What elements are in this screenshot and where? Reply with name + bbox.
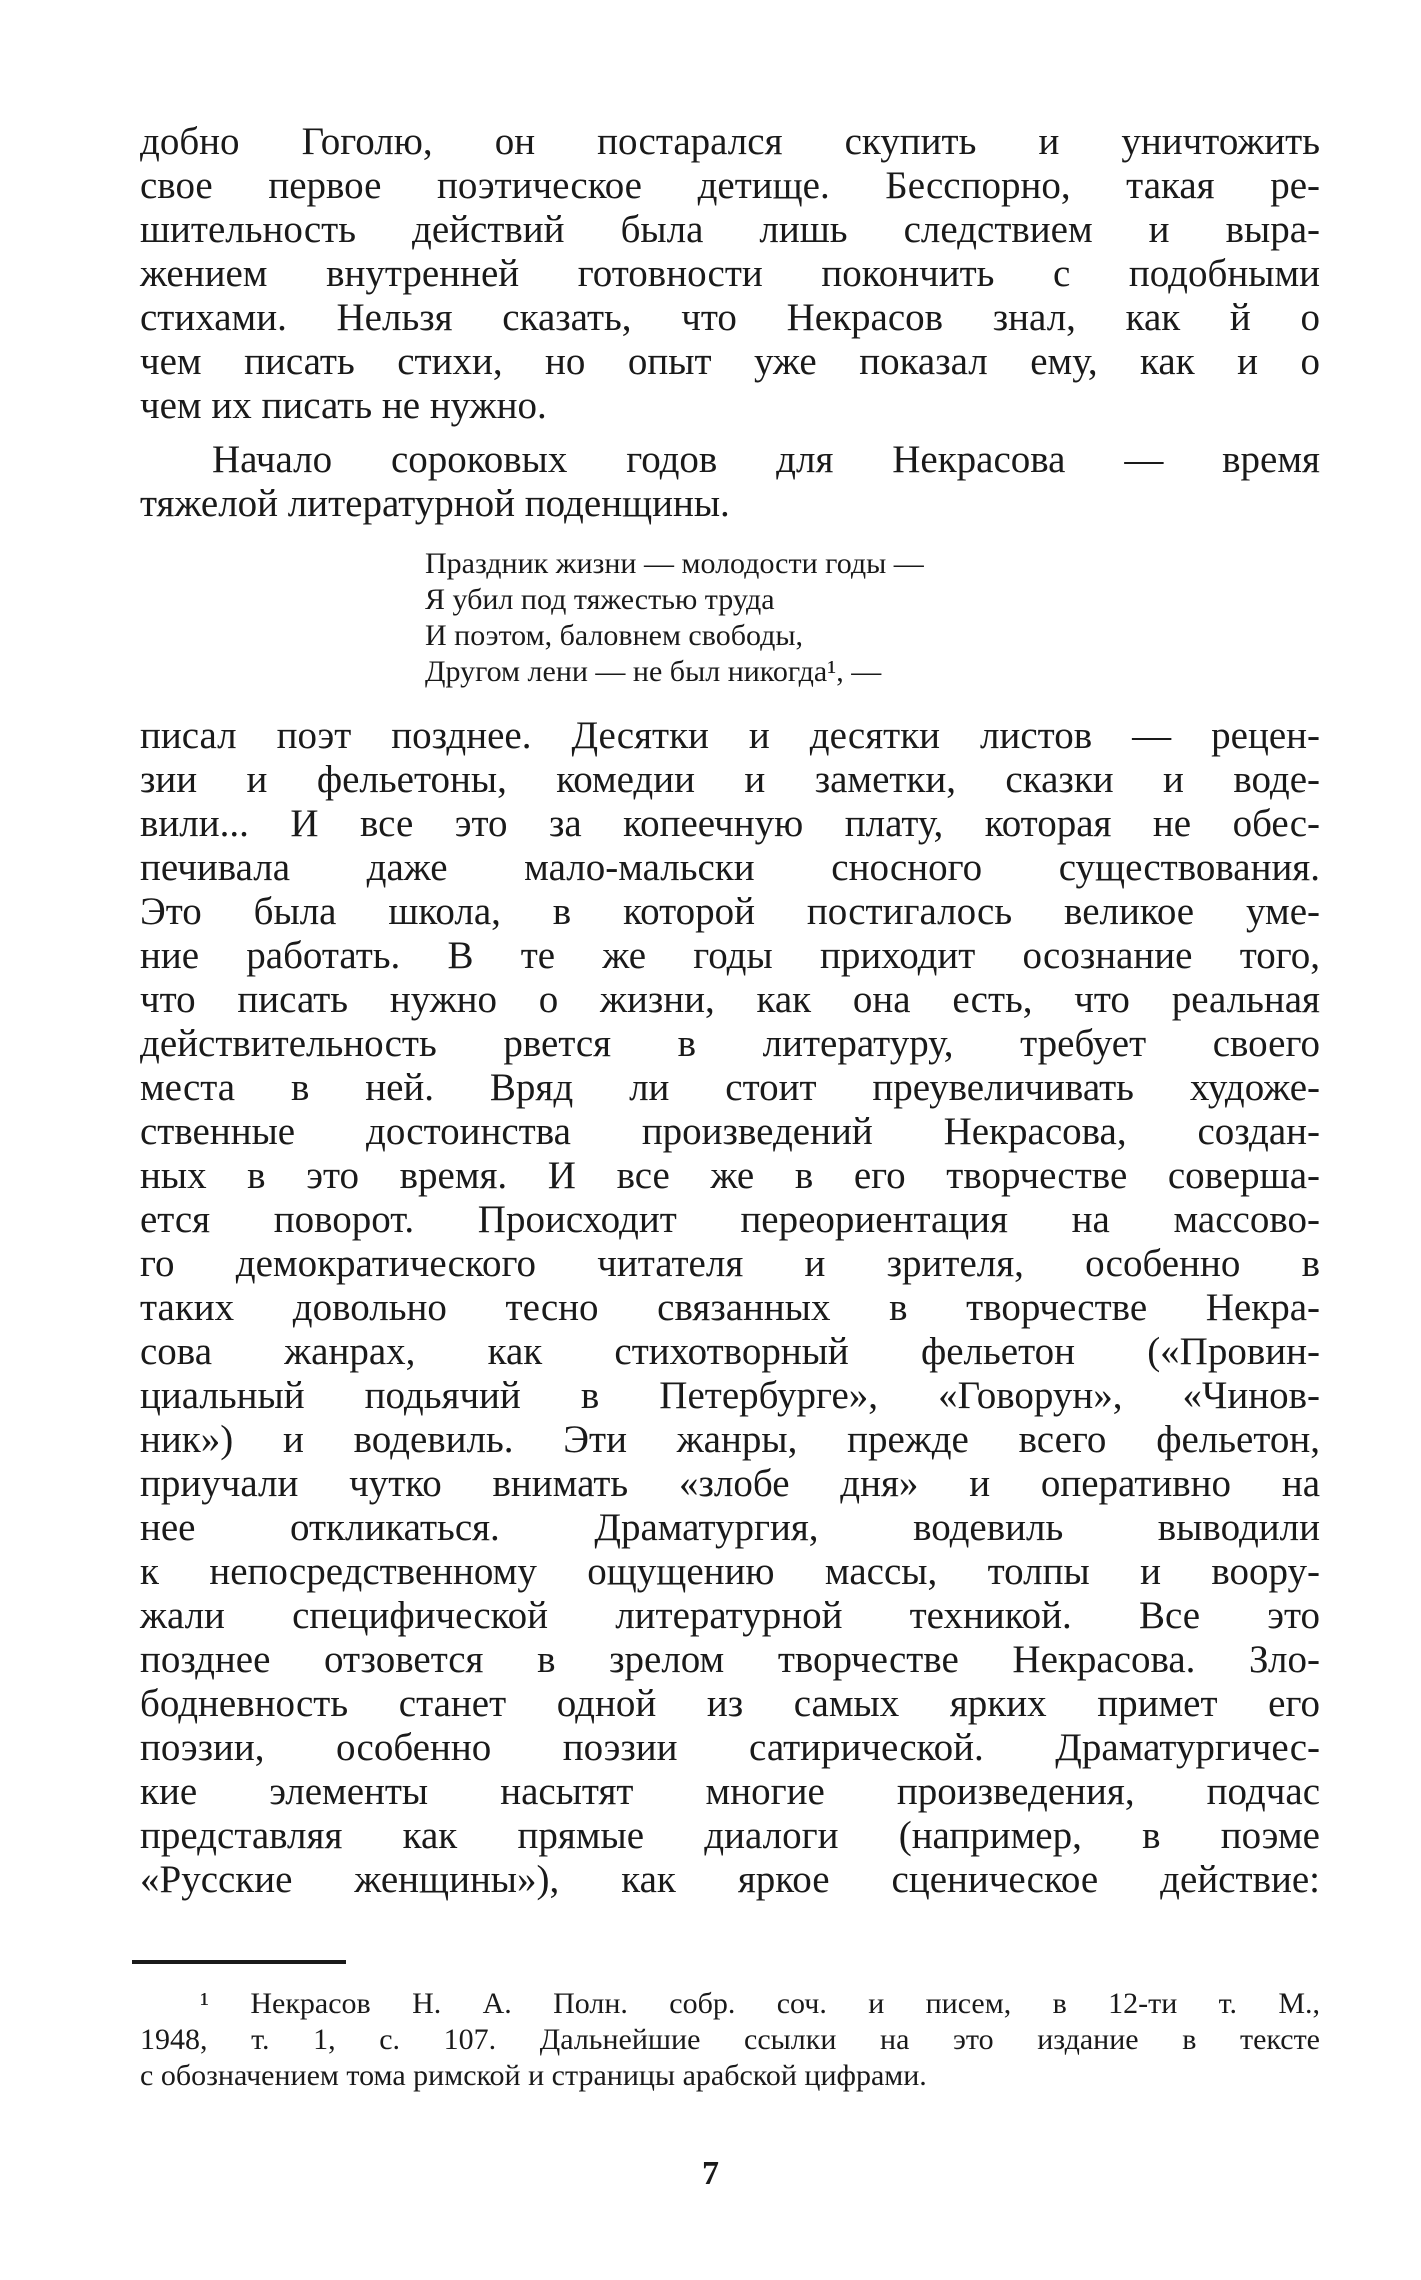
footnote-line: с обозначением тома римской и страницы арабской цифрами. — [140, 2059, 927, 2092]
text-line: добно Гоголю, он постарался скупить и уничтожить — [140, 120, 1320, 163]
text-line: приучали чутко внимать «злобе дня» и оперативно на — [140, 1462, 1320, 1505]
text-line: жением внутренней готовности покончить с подобными — [140, 252, 1320, 295]
poem-line: Другом лени — не был никогда¹, — — [425, 655, 882, 688]
text-line: таких довольно тесно связанных в творчестве Некра- — [140, 1286, 1320, 1329]
text-line: что писать нужно о жизни, как она есть, что реальная — [140, 978, 1320, 1021]
text-line: го демократического читателя и зрителя, особенно в — [140, 1242, 1320, 1285]
text-line: представляя как прямые диалоги (например, в поэме — [140, 1814, 1320, 1857]
text-line: ние работать. В те же годы приходит осознание того, — [140, 934, 1320, 977]
text-line: тяжелой литературной поденщины. — [140, 482, 730, 525]
text-line: циальный подьячий в Петербурге», «Говорун», «Чинов- — [140, 1374, 1320, 1417]
text-line: шительность действий была лишь следствием и выра- — [140, 208, 1320, 251]
text-line: действительность рвется в литературу, требует своего — [140, 1022, 1320, 1065]
text-line: поэзии, особенно поэзии сатирической. Драматургичес- — [140, 1726, 1320, 1769]
text-line: кие элементы насытят многие произведения, подчас — [140, 1770, 1320, 1813]
poem-line: И поэтом, баловнем свободы, — [425, 619, 804, 652]
poem-line: Я убил под тяжестью труда — [425, 583, 775, 616]
text-line: сова жанрах, как стихотворный фельетон («Провин- — [140, 1330, 1320, 1373]
text-line: ных в это время. И все же в его творчестве соверша- — [140, 1154, 1320, 1197]
text-line: вили... И все это за копеечную плату, которая не обес- — [140, 802, 1320, 845]
text-line: бодневность станет одной из самых ярких примет его — [140, 1682, 1320, 1725]
text-line: к непосредственному ощущению массы, толпы и воору- — [140, 1550, 1320, 1593]
text-line: жали специфической литературной техникой. Все это — [140, 1594, 1320, 1637]
poem-line: Праздник жизни — молодости годы — — [425, 547, 924, 580]
text-line: чем их писать не нужно. — [140, 384, 547, 427]
text-line: Начало сороковых годов для Некрасова — время — [212, 438, 1320, 481]
page-number: 7 — [702, 2155, 719, 2192]
text-line: Это была школа, в которой постигалось великое уме- — [140, 890, 1320, 933]
text-line: писал поэт позднее. Десятки и десятки листов — рецен- — [140, 714, 1320, 757]
text-line: свое первое поэтическое детище. Бесспорно, такая ре- — [140, 164, 1320, 207]
text-line: печивала даже мало-мальски сносного существования. — [140, 846, 1320, 889]
text-line: нее откликаться. Драматургия, водевиль выводили — [140, 1506, 1320, 1549]
footnote-line: 1948, т. 1, с. 107. Дальнейшие ссылки на это издание в тексте — [140, 2023, 1320, 2056]
text-line: ется поворот. Происходит переориентация на массово- — [140, 1198, 1320, 1241]
text-line: позднее отзовется в зрелом творчестве Некрасова. Зло- — [140, 1638, 1320, 1681]
text-line: ственные достоинства произведений Некрасова, создан- — [140, 1110, 1320, 1153]
text-line: ник») и водевиль. Эти жанры, прежде всего фельетон, — [140, 1418, 1320, 1461]
text-line: стихами. Нельзя сказать, что Некрасов знал, как й о — [140, 296, 1320, 339]
text-line: «Русские женщины»), как яркое сценическое действие: — [140, 1858, 1320, 1901]
text-line: места в ней. Вряд ли стоит преувеличивать художе- — [140, 1066, 1320, 1109]
text-line: зии и фельетоны, комедии и заметки, сказки и воде- — [140, 758, 1320, 801]
text-line: чем писать стихи, но опыт уже показал ему, как и о — [140, 340, 1320, 383]
footnote-divider — [132, 1960, 346, 1964]
footnote-line: ¹ Некрасов Н. А. Полн. собр. соч. и писем, в 12-ти т. М., — [200, 1987, 1320, 2020]
